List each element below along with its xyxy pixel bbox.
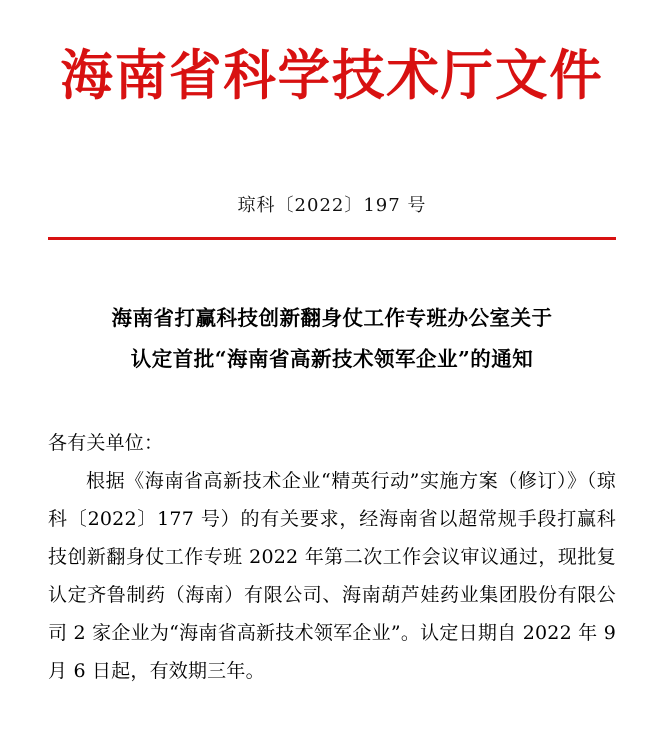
document-title-line-1: 海南省打赢科技创新翻身仗工作专班办公室关于 (111, 306, 553, 331)
masthead (48, 0, 616, 105)
body-paragraph-1: 根据《海南省高新技术企业“精英行动”实施方案（修订）》（琼科〔2022〕177 号）的有关要求，经海南省以超常规手段打赢科技创新翻身仗工作专班 2022 年第二次工作会议审议通过，现批复认定齐鲁制药（海南）有限公司、海南葫芦娃药业集团股份有限公司 2 家企业为“海南省高新技术领军企业”。认定日期自 2022 年 9 月 6 日起，有效期三年。 (48, 470, 616, 683)
document-title (48, 298, 616, 380)
document-body (48, 424, 616, 690)
salutation: 各有关单位： (48, 432, 164, 455)
issuing-authority-title: 海南省科学技术厅文件 (60, 43, 604, 107)
document-title-line-2: 认定首批“海南省高新技术领军企业”的通知 (130, 347, 534, 372)
document-number: 琼科〔2022〕197 号 (237, 195, 427, 217)
red-divider-rule (48, 237, 616, 240)
